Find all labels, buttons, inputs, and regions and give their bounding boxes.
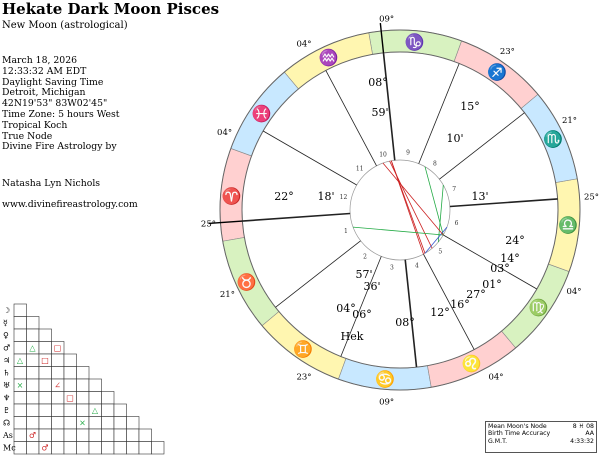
- aspect-cell: [89, 442, 102, 455]
- aspect-cell: [127, 417, 140, 430]
- aspect-row-glyph: ♃: [3, 356, 11, 365]
- zodiac-sign-glyph: ♋: [375, 369, 396, 389]
- aspect-cell: [114, 417, 127, 430]
- aspect-cell: [39, 429, 52, 442]
- planet-degree-label: 27°: [466, 288, 486, 301]
- zodiac-sign-glyph: ♉: [236, 272, 257, 292]
- zodiac-sign-glyph: ♍: [528, 297, 549, 317]
- website-link[interactable]: www.divinefireastrology.com: [2, 199, 138, 210]
- aspect-mark: ♂: [28, 431, 37, 440]
- aspect-cell: [39, 379, 52, 392]
- aspect-cell: [102, 404, 115, 417]
- zodiac-sign-glyph: ♌: [461, 354, 482, 374]
- house-number: 9: [406, 149, 410, 157]
- zodiac-sign-glyph: ♏: [543, 129, 564, 149]
- planet-degree-label: 16°: [450, 298, 470, 311]
- info-location: Detroit, Michigan: [2, 87, 86, 99]
- info-credit: Divine Fire Astrology by: [2, 141, 117, 153]
- aspect-mark: ×: [16, 381, 24, 390]
- aspect-cell: [52, 404, 65, 417]
- planet-degree-label: 12°: [430, 306, 450, 319]
- cusp-degree-label: 09°: [379, 397, 395, 408]
- house-number: 8: [432, 160, 437, 168]
- aspect-cell: [89, 379, 102, 392]
- aspect-cell: [14, 429, 27, 442]
- aspect-cell: [14, 417, 27, 430]
- planet-degree-label: 22°: [274, 190, 294, 203]
- aspect-row-glyph: ♆: [3, 393, 11, 403]
- aspect-cell: [114, 404, 127, 417]
- aspect-cell: [27, 317, 40, 330]
- house-number: 3: [390, 264, 394, 272]
- aspect-row-glyph: ♂: [3, 343, 11, 353]
- aspect-cell: [27, 367, 40, 380]
- aspect-cell: [27, 417, 40, 430]
- house-number: 7: [452, 186, 457, 194]
- cusp-degree-label: 25°: [200, 219, 217, 230]
- cusp-degree-label: 04°: [488, 372, 504, 383]
- planet-degree-label: 57': [355, 268, 373, 281]
- aspect-cell: [102, 392, 115, 405]
- aspect-mark: ∠: [54, 381, 61, 390]
- aspect-cell: [39, 329, 52, 342]
- footer-label: Mean Moon's Node: [488, 423, 547, 430]
- aspect-cell: [89, 392, 102, 405]
- aspect-mark: ♂: [41, 443, 49, 453]
- house-number: 1: [343, 227, 348, 235]
- footer-row-node: [488, 423, 594, 430]
- planet-degree-label: 13': [471, 190, 489, 203]
- planet-degree-label: 04°: [336, 302, 356, 315]
- aspect-row-glyph: ☊: [3, 418, 11, 428]
- aspect-cell: [52, 392, 65, 405]
- cusp-degree-label: 21°: [219, 290, 235, 301]
- aspect-cell: [52, 442, 65, 455]
- planet-degree-label: 15°: [460, 100, 480, 113]
- aspect-cell: [114, 429, 127, 442]
- footer-label: Birth Time Accuracy: [488, 430, 551, 438]
- info-date: March 18, 2026: [2, 55, 78, 66]
- zodiac-sign-glyph: ♊: [293, 339, 314, 359]
- aspect-row-glyph: ♄: [3, 368, 11, 378]
- cusp-degree-label: 21°: [561, 115, 578, 126]
- aspect-cell: [52, 417, 65, 430]
- aspect-cell: [27, 354, 40, 367]
- cusp-degree-label: 04°: [566, 287, 582, 298]
- aspect-cell: [39, 417, 52, 430]
- aspect-mark: □: [66, 393, 74, 403]
- aspect-row-glyph: ♅: [3, 381, 11, 390]
- planet-degree-label: 01°: [482, 278, 502, 291]
- footer-value: 8 ♓ 08: [572, 423, 594, 430]
- aspect-mark: □: [41, 356, 49, 365]
- aspect-cell: [64, 379, 77, 392]
- aspect-cell: [14, 342, 27, 355]
- cusp-degree-label: 09°: [379, 14, 395, 25]
- planet-degree-label: 36': [363, 280, 381, 293]
- aspect-cell: [14, 404, 27, 417]
- footer-row-gmt: [488, 438, 594, 445]
- zodiac-sign-glyph: ♑: [404, 32, 425, 52]
- aspect-cell: [77, 379, 90, 392]
- aspect-row-glyph: As: [3, 431, 13, 440]
- aspect-row-glyph: ♀: [3, 331, 9, 340]
- planet-degree-label: Hek: [340, 330, 364, 343]
- aspect-cell: [127, 429, 140, 442]
- aspect-row-glyph: ♇: [3, 406, 11, 415]
- house-number: 4: [415, 262, 419, 270]
- aspect-cell: [64, 417, 77, 430]
- aspect-cell: [52, 429, 65, 442]
- aspect-mark: □: [53, 343, 62, 353]
- aspect-cell: [139, 442, 152, 455]
- aspect-cell: [14, 304, 27, 317]
- zodiac-sign-glyph: ♒: [318, 47, 339, 67]
- zodiac-sign-glyph: ♐: [486, 62, 507, 82]
- cusp-degree-label: 25°: [583, 192, 600, 203]
- zodiac-sign-glyph: ♈: [221, 186, 242, 206]
- aspect-cell: [14, 392, 27, 405]
- planet-degree-label: 03°: [490, 262, 510, 275]
- house-number: 2: [363, 253, 368, 261]
- planet-degree-label: 14°: [500, 252, 520, 265]
- planet-degree-label: 06°: [352, 308, 372, 321]
- aspect-row-glyph: Mc: [3, 443, 16, 453]
- house-number: 5: [438, 248, 443, 256]
- aspect-row-glyph: ☿: [3, 318, 8, 328]
- aspect-cell: [77, 392, 90, 405]
- info-time: 12:33:32 AM EDT: [2, 65, 87, 77]
- aspect-cell: [14, 442, 27, 455]
- aspect-cell: [77, 367, 90, 380]
- aspect-cell: [14, 367, 27, 380]
- aspect-cell: [27, 442, 40, 455]
- chart-subtitle: New Moon (astrological): [2, 20, 128, 31]
- planet-degree-label: 59': [371, 106, 389, 119]
- aspect-cell: [77, 404, 90, 417]
- house-number: 6: [454, 220, 459, 228]
- aspect-cell: [14, 329, 27, 342]
- footer-label: G.M.T.: [488, 437, 508, 445]
- aspect-cell: [14, 317, 27, 330]
- aspect-cell: [27, 404, 40, 417]
- chart-title: Hekate Dark Moon Pisces: [2, 0, 220, 18]
- planet-degree-label: 08°: [368, 76, 388, 89]
- author-name: Natasha Lyn Nichols: [2, 178, 101, 189]
- aspect-cell: [39, 404, 52, 417]
- aspect-cell: [102, 417, 115, 430]
- aspect-cell: [127, 442, 140, 455]
- zodiac-sign-glyph: ♎: [558, 215, 579, 235]
- aspect-mark: △: [16, 356, 24, 365]
- planet-degree-label: 08°: [395, 316, 415, 329]
- cusp-degree-label: 04°: [296, 39, 312, 50]
- info-timezone: Time Zone: 5 hours West: [2, 108, 120, 120]
- footer-value: AA: [585, 430, 594, 438]
- footer-value: 4:33:32: [570, 437, 594, 445]
- aspect-cell: [89, 429, 102, 442]
- cusp-degree-label: 04°: [217, 127, 233, 138]
- aspect-mark: ×: [79, 418, 86, 428]
- aspect-cell: [152, 442, 165, 455]
- info-dst: Daylight Saving Time: [2, 76, 104, 88]
- zodiac-sign-glyph: ♓: [251, 104, 272, 124]
- aspect-cell: [77, 429, 90, 442]
- aspect-mark: △: [29, 343, 36, 353]
- aspect-cell: [64, 429, 77, 442]
- cusp-degree-label: 23°: [499, 46, 515, 57]
- aspect-cell: [77, 442, 90, 455]
- info-house-system: Tropical Koch: [2, 119, 68, 131]
- aspect-cell: [139, 429, 152, 442]
- aspect-cell: [39, 392, 52, 405]
- house-number: 12: [339, 193, 348, 201]
- aspect-cell: [39, 342, 52, 355]
- planet-degree-label: 10': [446, 132, 464, 145]
- cusp-degree-label: 23°: [296, 372, 312, 383]
- planet-degree-label: 18': [317, 190, 335, 203]
- info-coordinates: 42N19'53" 83W02'45": [2, 98, 108, 110]
- aspect-cell: [52, 354, 65, 367]
- house-number: 10: [379, 151, 387, 159]
- info-node-type: True Node: [2, 130, 53, 142]
- aspect-cell: [27, 392, 40, 405]
- aspect-cell: [102, 429, 115, 442]
- planet-degree-label: 24°: [505, 234, 525, 247]
- aspect-cell: [89, 417, 102, 430]
- aspect-cell: [27, 379, 40, 392]
- footer-info-box: [485, 421, 597, 453]
- aspect-cell: [114, 442, 127, 455]
- aspect-cell: [27, 329, 40, 342]
- house-number: 11: [355, 165, 364, 173]
- aspect-cell: [64, 367, 77, 380]
- aspect-cell: [102, 442, 115, 455]
- aspect-cell: [64, 442, 77, 455]
- aspect-cell: [39, 367, 52, 380]
- aspect-mark: △: [91, 406, 99, 415]
- aspect-cell: [52, 367, 65, 380]
- aspect-row-glyph: ☽: [3, 306, 11, 315]
- aspect-cell: [64, 354, 77, 367]
- footer-row-accuracy: [488, 430, 594, 437]
- aspect-cell: [64, 404, 77, 417]
